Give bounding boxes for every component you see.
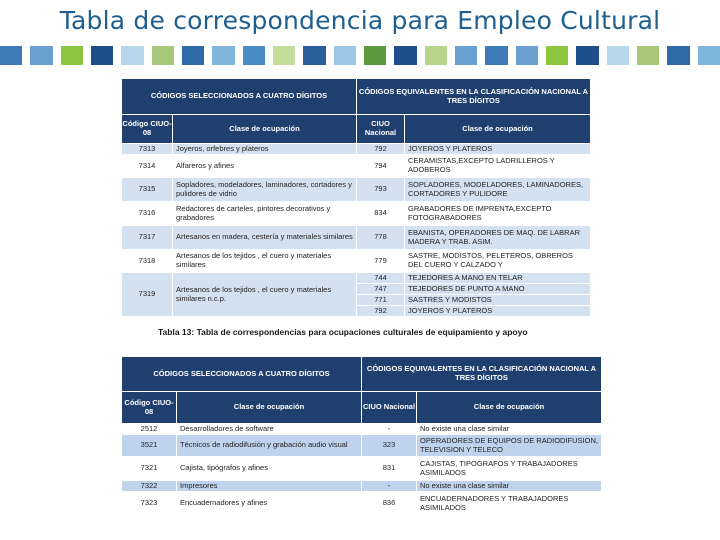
cell-class: Joyeros, orfebres y plateros bbox=[173, 144, 357, 155]
cell-ciuo: 792 bbox=[357, 144, 405, 155]
table-row bbox=[122, 155, 591, 178]
cell-ciuo: 323 bbox=[362, 435, 417, 457]
header-four-digit: CÓDIGOS SELECCIONADOS A CUATRO DÍGITOS bbox=[122, 79, 357, 115]
stripe-block bbox=[576, 46, 598, 65]
col-header-code: Código CIUO-08 bbox=[122, 115, 173, 144]
stripe-block bbox=[546, 46, 568, 65]
stripe-block bbox=[334, 46, 356, 65]
cell-ciuo: - bbox=[362, 424, 417, 435]
table-row bbox=[122, 457, 602, 481]
table-row bbox=[122, 226, 591, 250]
table-row bbox=[122, 178, 591, 202]
stripe-block bbox=[30, 46, 52, 65]
cell-code: 7317 bbox=[122, 226, 173, 250]
stripe-block bbox=[273, 46, 295, 65]
stripe-block bbox=[425, 46, 447, 65]
cell-code: 7318 bbox=[122, 250, 173, 273]
cell-ciuo: 834 bbox=[357, 202, 405, 226]
cell-ciuo: 779 bbox=[357, 250, 405, 273]
table-row bbox=[122, 492, 602, 516]
stripe-block bbox=[91, 46, 113, 65]
cell-class: Artesanos de los tejidos , el cuero y materiales similares bbox=[173, 250, 357, 273]
decorative-stripe bbox=[0, 46, 720, 65]
cell-class: Impresores bbox=[177, 481, 362, 492]
stripe-block bbox=[243, 46, 265, 65]
stripe-block bbox=[667, 46, 689, 65]
cell-ciuo: 794 bbox=[357, 155, 405, 178]
cell-code: 3521 bbox=[122, 435, 177, 457]
cell-class: Artesanos de los tejidos , el cuero y materiales similares n.c.p. bbox=[173, 273, 357, 317]
cell-code: 7323 bbox=[122, 492, 177, 516]
slide-title: Tabla de correspondencia para Empleo Cultural bbox=[59, 6, 661, 35]
cell-class-national: SASTRE, MODISTOS, PELETEROS, OBREROS DEL CUERO Y CALZADO Y bbox=[405, 250, 591, 273]
cell-class-national: SOPLADORES, MODELADORES, LAMINADORES, CORTADORES Y PULIDORE bbox=[405, 178, 591, 202]
cell-ciuo: - bbox=[362, 481, 417, 492]
table-row bbox=[122, 273, 591, 284]
cell-class-national: JOYEROS Y PLATEROS bbox=[405, 306, 591, 317]
cell-class-national: GRABADORES DE IMPRENTA,EXCEPTO FOTOGRABADORES bbox=[405, 202, 591, 226]
col-header-class: Clase de ocupación bbox=[173, 115, 357, 144]
table-caption: Tabla 13: Tabla de correspondencias para ocupaciones culturales de equipamiento y apoyo bbox=[158, 327, 528, 337]
cell-code: 7315 bbox=[122, 178, 173, 202]
cell-code: 7316 bbox=[122, 202, 173, 226]
cell-ciuo: 836 bbox=[362, 492, 417, 516]
cell-class: Sopladores, modeladores, laminadores, cortadores y pulidores de vidrio bbox=[173, 178, 357, 202]
cell-code: 7313 bbox=[122, 144, 173, 155]
cell-class-national: ENCUADERNADORES Y TRABAJADORES ASIMILADOS bbox=[417, 492, 602, 516]
cell-code: 7314 bbox=[122, 155, 173, 178]
correspondence-table-2 bbox=[121, 356, 602, 516]
stripe-block bbox=[516, 46, 538, 65]
cell-class: Alfareros y afines bbox=[173, 155, 357, 178]
header-three-digit: CÓDIGOS EQUIVALENTES EN LA CLASIFICACIÓN NACIONAL A TRES DÍGITOS bbox=[357, 79, 591, 115]
table-row bbox=[122, 202, 591, 226]
stripe-block bbox=[455, 46, 477, 65]
cell-class-national: CERAMISTAS,EXCEPTO LADRILLEROS Y ADOBEROS bbox=[405, 155, 591, 178]
cell-ciuo: 793 bbox=[357, 178, 405, 202]
cell-ciuo: 747 bbox=[357, 284, 405, 295]
col-header-class-national: Clase de ocupación bbox=[417, 392, 602, 424]
cell-code: 7322 bbox=[122, 481, 177, 492]
cell-code: 7319 bbox=[122, 273, 173, 317]
cell-class: Técnicos de radiodifusión y grabación audio visual bbox=[177, 435, 362, 457]
cell-ciuo: 744 bbox=[357, 273, 405, 284]
stripe-block bbox=[121, 46, 143, 65]
table-row bbox=[122, 144, 591, 155]
cell-class-national: TEJEDORES DE PUNTO A MANO bbox=[405, 284, 591, 295]
cell-class-national: SASTRES Y MODISTOS bbox=[405, 295, 591, 306]
stripe-block bbox=[698, 46, 720, 65]
cell-ciuo: 792 bbox=[357, 306, 405, 317]
cell-class-national: CAJISTAS, TIPOGRAFOS Y TRABAJADORES ASIMILADOS bbox=[417, 457, 602, 481]
stripe-block bbox=[152, 46, 174, 65]
cell-class-national: No existe una clase similar bbox=[417, 481, 602, 492]
cell-class: Artesanos en madera, cestería y materiales similares bbox=[173, 226, 357, 250]
table-row bbox=[122, 481, 602, 492]
stripe-block bbox=[212, 46, 234, 65]
col-header-class-national: Clase de ocupación bbox=[405, 115, 591, 144]
stripe-block bbox=[0, 46, 22, 65]
table-row bbox=[122, 435, 602, 457]
stripe-block bbox=[607, 46, 629, 65]
stripe-block bbox=[61, 46, 83, 65]
cell-class: Encuadernadores y afines bbox=[177, 492, 362, 516]
col-header-ciuo: CIUO Nacional bbox=[362, 392, 417, 424]
cell-class-national: JOYEROS Y PLATEROS bbox=[405, 144, 591, 155]
cell-class: Desarrolladores de software bbox=[177, 424, 362, 435]
cell-ciuo: 831 bbox=[362, 457, 417, 481]
stripe-block bbox=[303, 46, 325, 65]
col-header-code: Código CIUO-08 bbox=[122, 392, 177, 424]
header-three-digit: CÓDIGOS EQUIVALENTES EN LA CLASIFICACIÓN NACIONAL A TRES DÍGITOS bbox=[362, 357, 602, 392]
cell-class-national: TEJEDORES A MANO EN TELAR bbox=[405, 273, 591, 284]
stripe-block bbox=[394, 46, 416, 65]
header-four-digit: CÓDIGOS SELECCIONADOS A CUATRO DÍGITOS bbox=[122, 357, 362, 392]
stripe-block bbox=[637, 46, 659, 65]
cell-class: Cajista, tipógrafos y afines bbox=[177, 457, 362, 481]
stripe-block bbox=[485, 46, 507, 65]
stripe-block bbox=[364, 46, 386, 65]
cell-class-national: OPERADORES DE EQUIPOS DE RADIODIFUSION, TELEVISION Y TELECO bbox=[417, 435, 602, 457]
table-row bbox=[122, 250, 591, 273]
stripe-block bbox=[182, 46, 204, 65]
cell-ciuo: 778 bbox=[357, 226, 405, 250]
table-row bbox=[122, 424, 602, 435]
cell-class-national: EBANISTA, OPERADORES DE MAQ. DE LABRAR MADERA Y TRAB. ASIM. bbox=[405, 226, 591, 250]
col-header-ciuo: CIUO Nacional bbox=[357, 115, 405, 144]
cell-class-national: No existe una clase similar bbox=[417, 424, 602, 435]
cell-code: 7321 bbox=[122, 457, 177, 481]
cell-class: Redactores de carteles, pintores decorativos y grabadores bbox=[173, 202, 357, 226]
cell-code: 2512 bbox=[122, 424, 177, 435]
correspondence-table-1 bbox=[121, 78, 591, 317]
cell-ciuo: 771 bbox=[357, 295, 405, 306]
col-header-class: Clase de ocupación bbox=[177, 392, 362, 424]
